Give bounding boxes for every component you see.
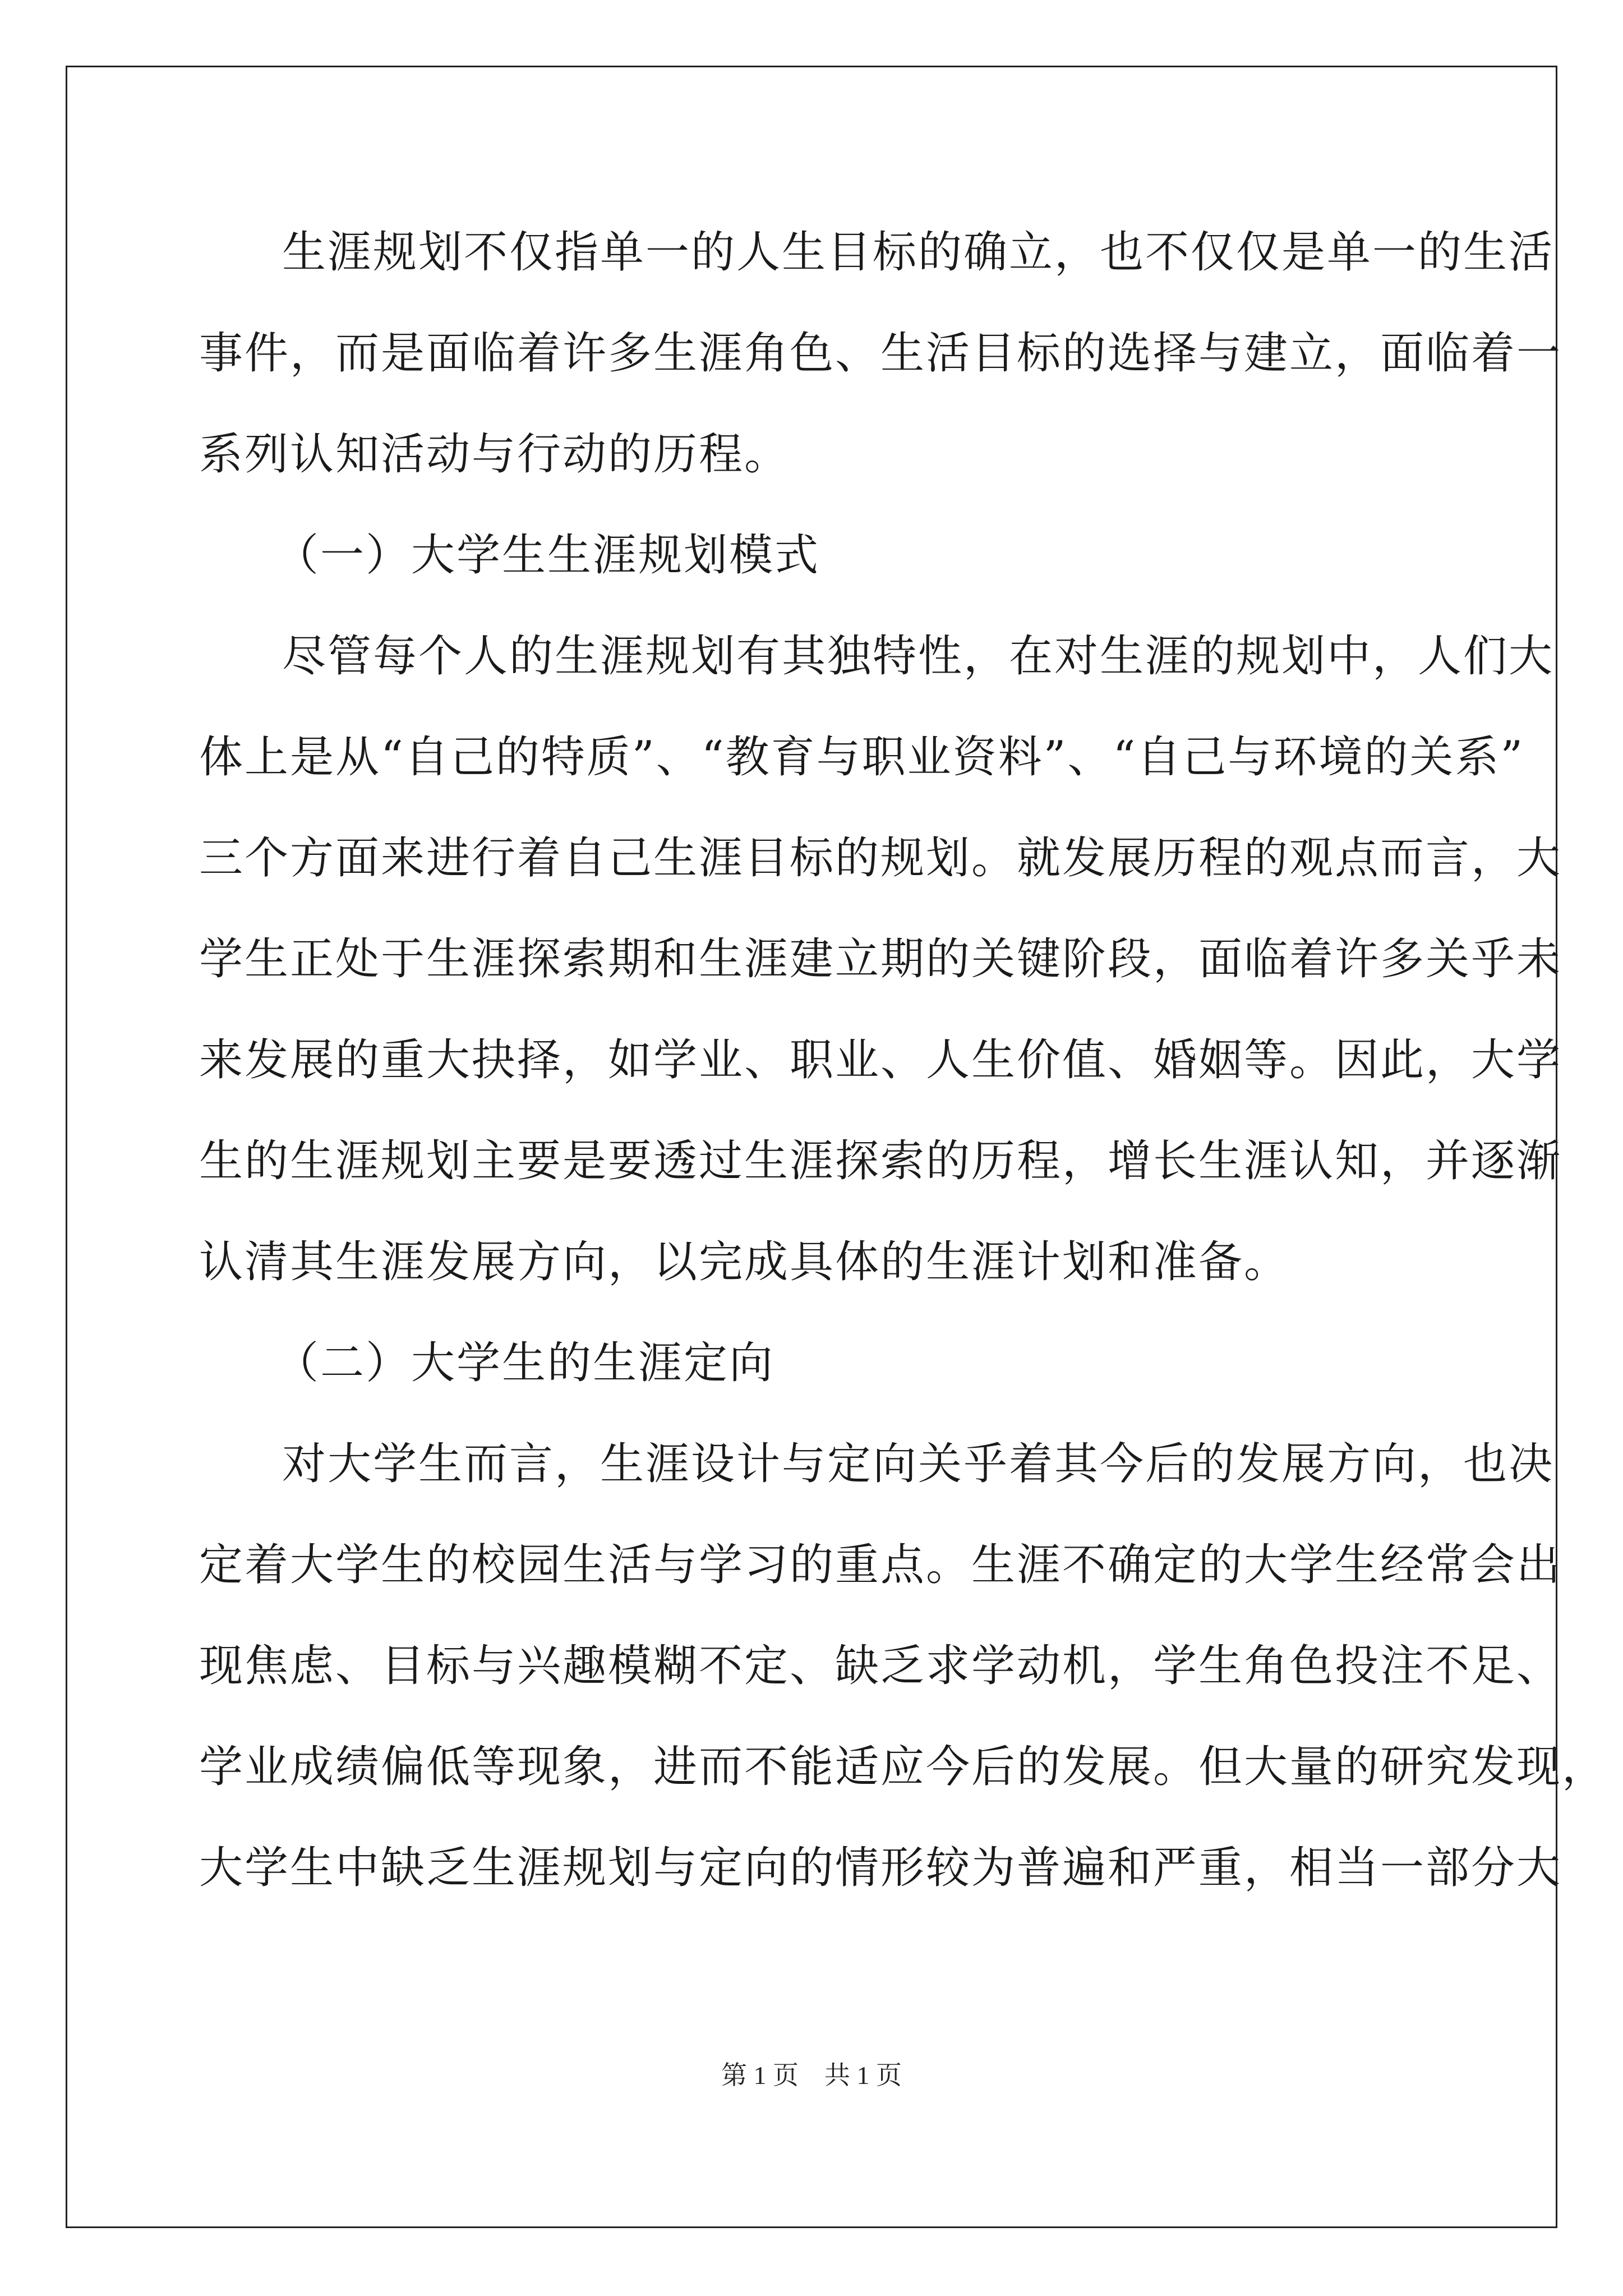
paragraph-line: 认清其生涯发展方向，以完成具体的生涯计划和准备。: [199, 1237, 1290, 1287]
paragraph-line: 学业成绩偏低等现象，进而不能适应今后的发展。但大量的研究发现，: [199, 1742, 1608, 1792]
paragraph-line: 生涯规划不仅指单一的人生目标的确立，也不仅仅是单一的生活: [282, 227, 1555, 278]
section-heading: （二）大学生的生涯定向: [275, 1338, 775, 1388]
page-number: 第 1 页: [721, 2061, 799, 2090]
footer-separator: [799, 2061, 824, 2090]
paragraph-line: 来发展的重大抉择，如学业、职业、人生价值、婚姻等。因此，大学: [199, 1035, 1562, 1085]
document-body: [199, 222, 1608, 1938]
paragraph-line: 事件，而是面临着许多生涯角色、生活目标的选择与建立，面临着一: [199, 328, 1562, 379]
paragraph-line: 对大学生而言，生涯设计与定向关乎着其今后的发展方向，也决: [282, 1439, 1555, 1489]
paragraph-line: 系列认知活动与行动的历程。: [199, 429, 790, 480]
page-footer: [0, 2059, 1623, 2092]
paragraph-line: 尽管每个人的生涯规划有其独特性，在对生涯的规划中，人们大: [282, 631, 1555, 682]
page-total: 共 1 页: [824, 2061, 902, 2090]
paragraph-line: 大学生中缺乏生涯规划与定向的情形较为普遍和严重，相当一部分大: [199, 1843, 1562, 1893]
paragraph-line: 三个方面来进行着自己生涯目标的规划。就发展历程的观点而言，大: [199, 833, 1562, 884]
section-heading: （一）大学生生涯规划模式: [275, 530, 820, 581]
paragraph-line: 生的生涯规划主要是要透过生涯探索的历程，增长生涯认知，并逐渐: [199, 1136, 1562, 1186]
paragraph-line: 学生正处于生涯探索期和生涯建立期的关键阶段，面临着许多关乎未: [199, 934, 1562, 984]
paragraph-line: 体上是从“自己的特质”、“教育与职业资料”、“自己与环境的关系”: [199, 732, 1525, 783]
paragraph-line: 定着大学生的校园生活与学习的重点。生涯不确定的大学生经常会出: [199, 1540, 1562, 1590]
paragraph-line: 现焦虑、目标与兴趣模糊不定、缺乏求学动机，学生角色投注不足、: [199, 1641, 1562, 1691]
